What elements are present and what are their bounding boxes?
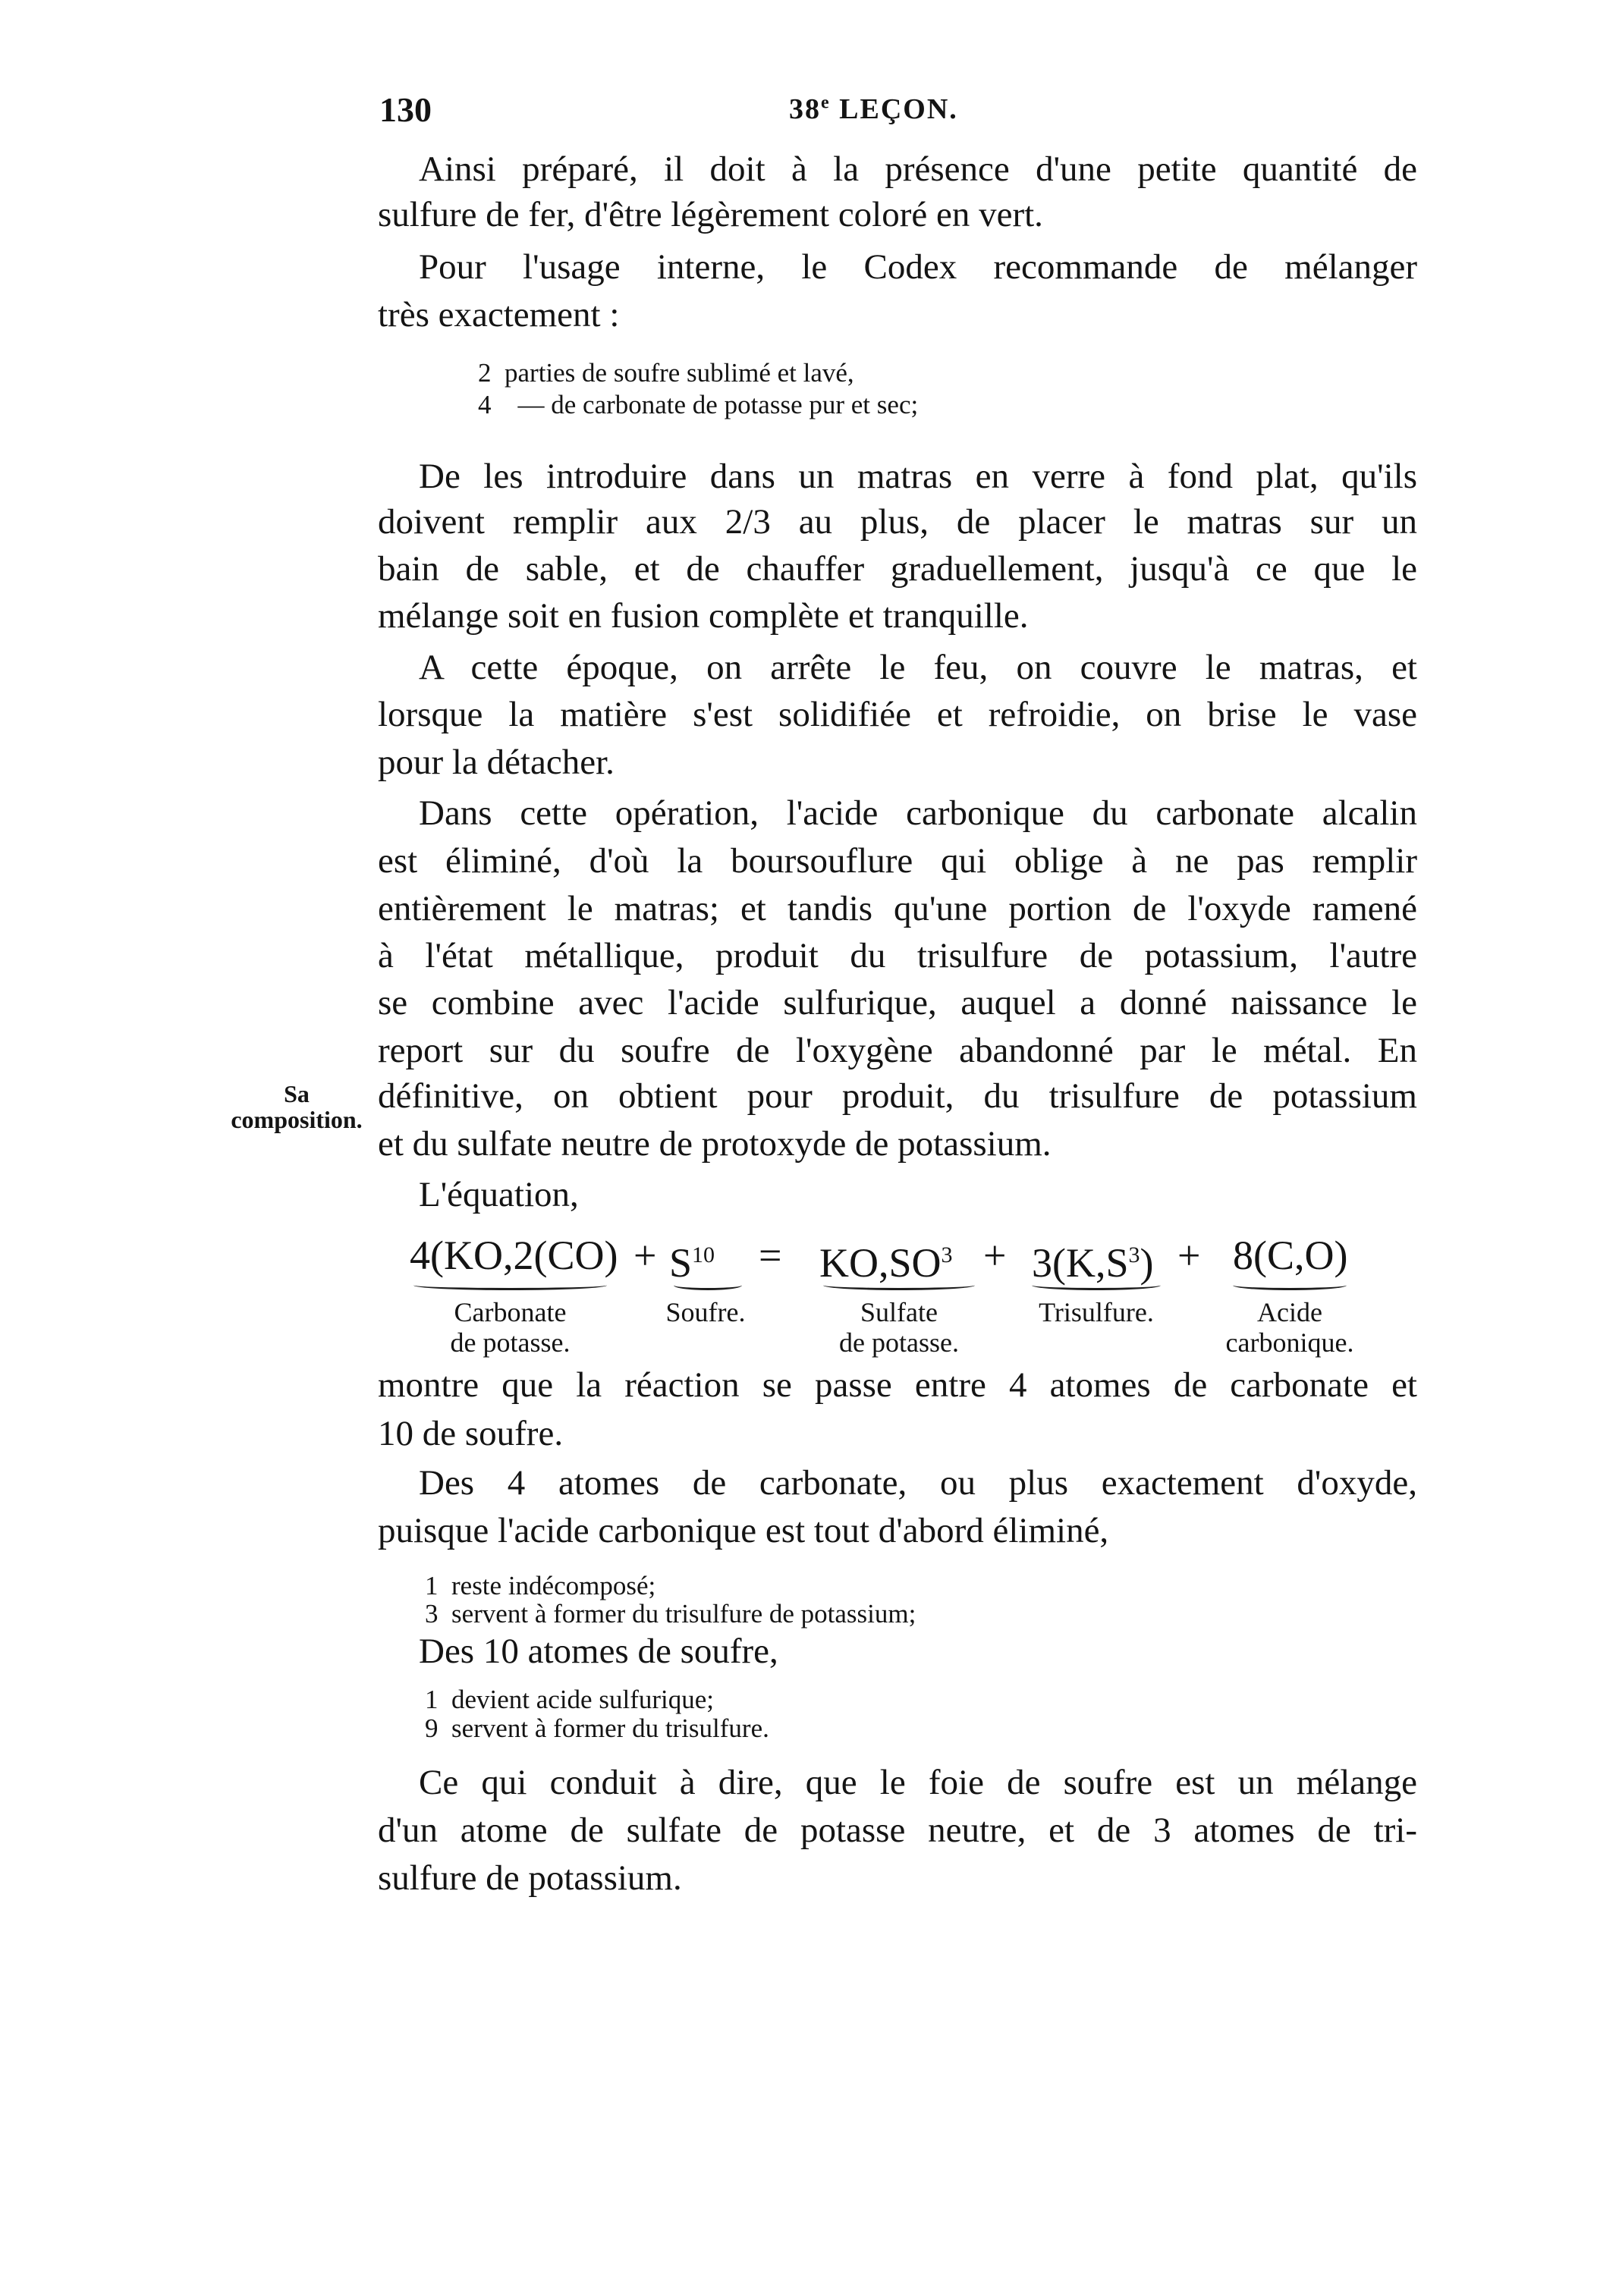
text-line: puisque l'acide carbonique est tout d'abord éliminé, xyxy=(378,1511,1109,1550)
equation-term: $KO,SO^3$ xyxy=(819,1240,953,1286)
text-line: et du sulfate neutre de protoxyde de potassium. xyxy=(378,1124,1052,1164)
text-line: 10 de soufre. xyxy=(378,1414,564,1453)
underbrace xyxy=(1032,1280,1161,1290)
equation-term: $S^{10}$ xyxy=(669,1240,715,1286)
text-line: définitive, on obtient pour produit, du trisulfure de potassium xyxy=(378,1076,1417,1116)
equation-label: Acide carbonique. xyxy=(1225,1297,1354,1358)
underbrace xyxy=(674,1280,742,1290)
text-line: A cette époque, on arrête le feu, on couvre le matras, et xyxy=(419,648,1417,687)
text-line: entièrement le matras; et tandis qu'une portion de l'oxyde ramené xyxy=(378,889,1417,928)
text-line: lorsque la matière s'est solidifiée et refroidie, on brise le vase xyxy=(378,695,1417,734)
text-line: report sur du soufre de l'oxygène abandonné par le métal. En xyxy=(378,1031,1417,1070)
text-line: sulfure de fer, d'être légèrement coloré en vert. xyxy=(378,195,1043,234)
text-line: doivent remplir aux 2/3 au plus, de placer le matras sur un xyxy=(378,502,1417,542)
list-item: 1 reste indécomposé; xyxy=(425,1571,656,1600)
text-line: Ainsi préparé, il doit à la présence d'une petite quantité de xyxy=(419,149,1417,189)
lesson-title: 38e LEÇON. xyxy=(789,93,958,125)
underbrace xyxy=(823,1280,975,1290)
underbrace xyxy=(413,1280,607,1290)
page-number: 130 xyxy=(379,90,432,129)
list-item: 1 devient acide sulfurique; xyxy=(425,1685,714,1714)
text-line: est éliminé, d'où la boursouflure qui oblige à ne pas remplir xyxy=(378,841,1417,881)
margin-note: Sa composition. xyxy=(231,1080,363,1133)
list-item: 3 servent à former du trisulfure de potassium; xyxy=(425,1599,916,1629)
equation-label: Sulfate de potasse. xyxy=(839,1297,959,1358)
text-line: très exactement : xyxy=(378,295,620,335)
text-line: Ce qui conduit à dire, que le foie de soufre est un mélange xyxy=(419,1763,1417,1802)
equation-label: Carbonate de potasse. xyxy=(450,1297,571,1358)
text-line: d'un atome de sulfate de potasse neutre, et de 3 atomes de tri- xyxy=(378,1811,1417,1850)
equation-label: Trisulfure. xyxy=(1039,1297,1154,1327)
text-line: L'équation, xyxy=(419,1175,579,1214)
text-line: se combine avec l'acide sulfurique, auquel a donné naissance le xyxy=(378,983,1417,1022)
list-item: 9 servent à former du trisulfure. xyxy=(425,1713,769,1743)
text-line: Dans cette opération, l'acide carbonique du carbonate alcalin xyxy=(419,793,1417,833)
text-line: pour la détacher. xyxy=(378,743,615,782)
equation-term: 4(KO,2(CO) xyxy=(410,1233,618,1278)
text-line: De les introduire dans un matras en verre à fond plat, qu'ils xyxy=(419,457,1417,496)
underbrace xyxy=(1233,1280,1347,1290)
equation-operator: + xyxy=(1177,1233,1201,1278)
list-item: 4 — de carbonate de potasse pur et sec; xyxy=(478,390,919,419)
text-line: Des 10 atomes de soufre, xyxy=(419,1632,778,1671)
text-line: Pour l'usage interne, le Codex recommande de mélanger xyxy=(419,247,1417,287)
equation-label: Soufre. xyxy=(665,1297,746,1327)
equation-operator: + xyxy=(983,1233,1007,1278)
running-header xyxy=(0,90,1619,135)
text-line: mélange soit en fusion complète et tranquille. xyxy=(378,596,1029,636)
equation-operator: = xyxy=(759,1233,782,1278)
equation-operator: + xyxy=(633,1233,657,1278)
text-line: montre que la réaction se passe entre 4 atomes de carbonate et xyxy=(378,1365,1417,1405)
text-line: sulfure de potassium. xyxy=(378,1858,682,1898)
equation-term: $3(K,S^3)$ xyxy=(1032,1240,1154,1286)
equation-term: 8(C,O) xyxy=(1233,1233,1348,1278)
list-item: 2 parties de soufre sublimé et lavé, xyxy=(478,358,854,388)
text-line: Des 4 atomes de carbonate, ou plus exactement d'oxyde, xyxy=(419,1463,1417,1503)
text-line: bain de sable, et de chauffer graduellement, jusqu'à ce que le xyxy=(378,549,1417,589)
text-line: à l'état métallique, produit du trisulfure de potassium, l'autre xyxy=(378,936,1417,975)
